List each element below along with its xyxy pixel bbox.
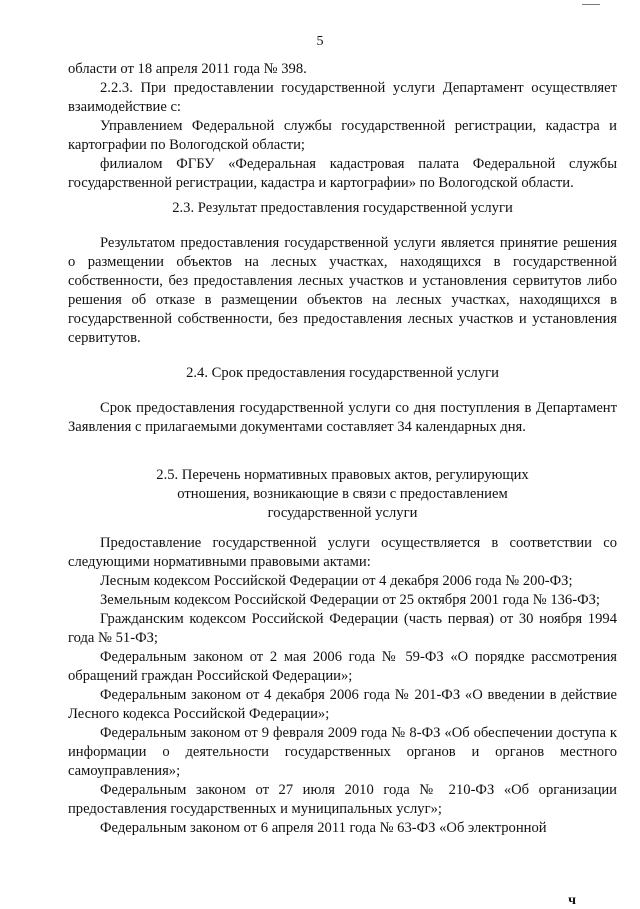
legal-act-item: Федеральным законом от 2 мая 2006 года № 59-ФЗ «О порядке рассмотрения обращений граждан Российской Федерации»; (68, 649, 617, 684)
heading-2-5-line-1: 2.5. Перечень нормативных правовых актов, регулирующих (156, 467, 529, 483)
section-2-5-list (68, 534, 617, 838)
legal-act-item: Гражданским кодексом Российской Федерации (часть первая) от 30 ноября 1994 года № 51-ФЗ; (68, 611, 617, 646)
legal-act-item: Земельным кодексом Российской Федерации от 25 октября 2001 года № 136-ФЗ; (100, 592, 600, 608)
page-number: 5 (316, 34, 324, 49)
legal-act-item: Федеральным законом от 9 февраля 2009 года № 8-ФЗ «Об обеспечении доступа к информации о деятельности государственных органов и органов местного самоуправления»; (68, 725, 617, 779)
legal-act-item: Лесным кодексом Российской Федерации от 4 декабря 2006 года № 200-ФЗ; (100, 573, 573, 589)
heading-2-5-line-3: государственной услуги (267, 505, 418, 521)
heading-2-4: 2.4. Срок предоставления государственной услуги (186, 365, 499, 381)
heading-2-3: 2.3. Результат предоставления государственной услуги (172, 200, 513, 216)
section-2-2 (68, 60, 617, 193)
interaction-item-rosreestr: Управлением Федеральной службы государственной регистрации, кадастра и картографии по Вологодской области; (68, 118, 617, 153)
heading-2-5 (68, 466, 617, 523)
scan-bottom-mark: ч (568, 893, 576, 908)
paragraph-continuation: области от 18 апреля 2011 года № 398. (68, 61, 307, 77)
legal-act-item: Федеральным законом от 6 апреля 2011 года № 63-ФЗ «Об электронной (100, 820, 547, 836)
scan-corner-mark (582, 0, 600, 5)
interaction-item-cadastral-chamber: филиалом ФГБУ «Федеральная кадастровая палата Федеральной службы государственной регистрации, кадастра и картографии» по Вологодской области. (68, 156, 617, 191)
legal-act-item: Федеральным законом от 4 декабря 2006 года № 201-ФЗ «О введении в действие Лесного кодекса Российской Федерации»; (68, 687, 617, 722)
paragraph-2-5-intro: Предоставление государственной услуги осуществляется в соответствии со следующими нормативными правовыми актами: (68, 535, 617, 570)
legal-act-item: Федеральным законом от 27 июля 2010 года № 210-ФЗ «Об организации предоставления государственных и муниципальных услуг»; (68, 782, 617, 817)
paragraph-2-3-result: Результатом предоставления государственной услуги является принятие решения о размещении объектов на лесных участках, находящихся в государственной собственности, без предоставления лесных участков и установления сервитутов либо решения об отказе в размещении объектов на лесных участках, находящихся в государственной собственности, без предоставления лесных участков и установления сервитутов. (68, 235, 617, 346)
paragraph-2-2-3: 2.2.3. При предоставлении государственной услуги Департамент осуществляет взаимодействие с: (68, 80, 617, 115)
paragraph-2-4-term: Срок предоставления государственной услуги со дня поступления в Департамент Заявления с прилагаемыми документами составляет 34 календарных дня. (68, 400, 617, 435)
heading-2-5-line-2: отношения, возникающие в связи с предоставлением (177, 486, 508, 502)
